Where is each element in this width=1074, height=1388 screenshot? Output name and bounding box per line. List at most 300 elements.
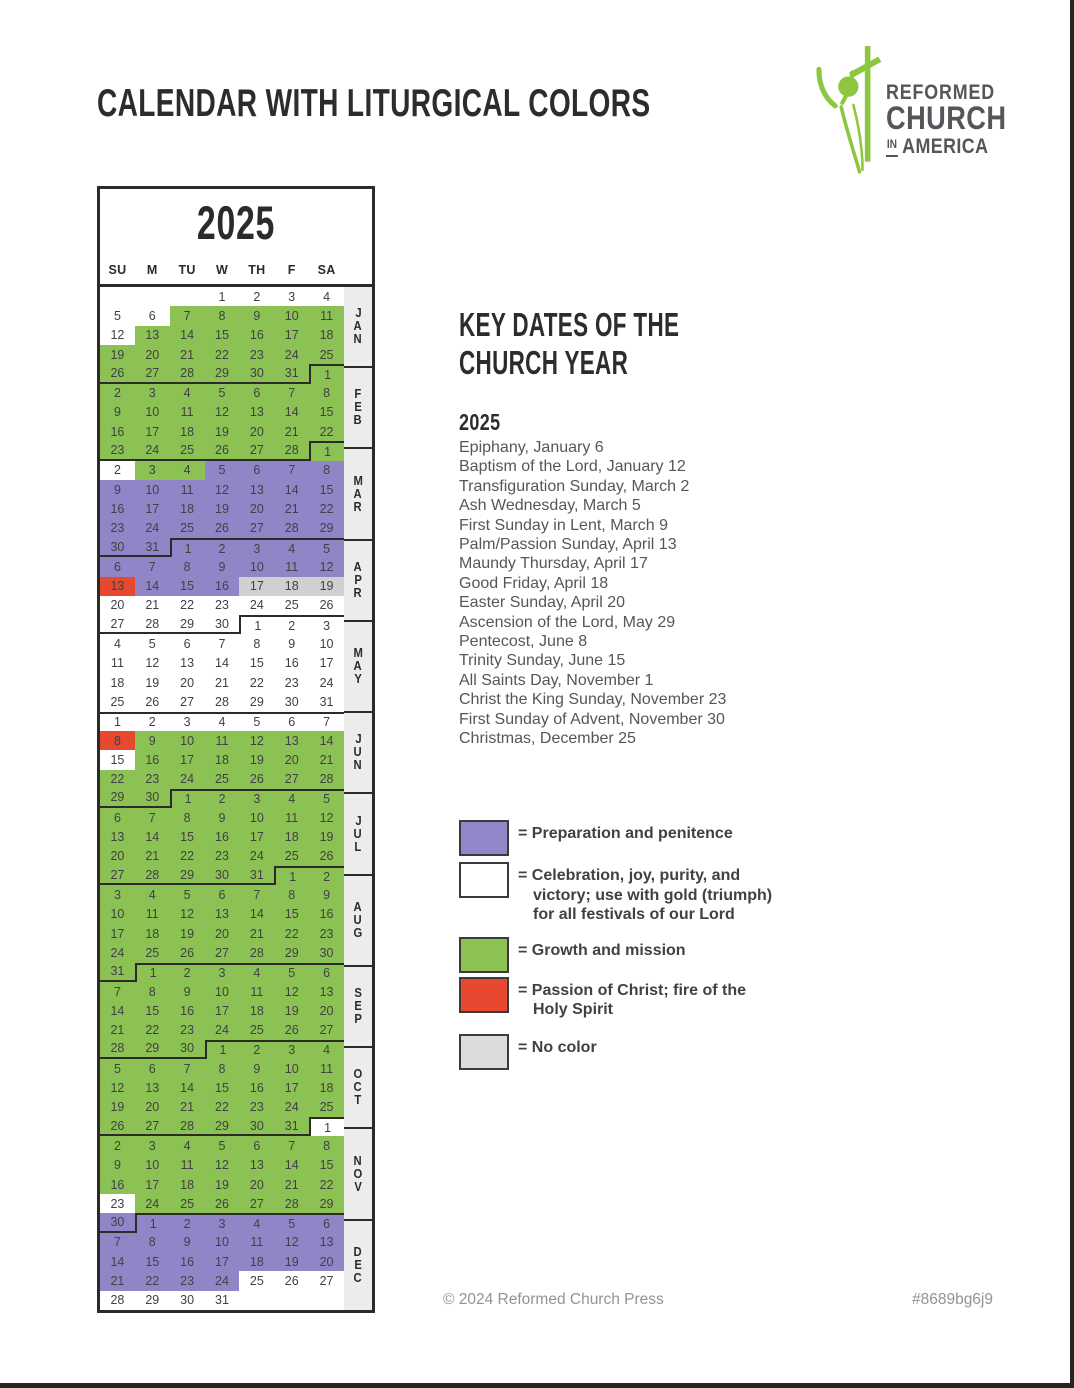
- day-cell: 19: [205, 422, 240, 441]
- day-cell: 31: [205, 1291, 240, 1310]
- rca-logo: [810, 42, 1007, 187]
- day-cell: 10: [135, 480, 170, 499]
- day-cell: 16: [205, 577, 240, 596]
- day-cell: 23: [205, 847, 240, 866]
- day-cell: 21: [309, 750, 344, 769]
- day-cell: 6: [309, 963, 344, 982]
- day-cell: 5: [309, 538, 344, 557]
- day-cell: [274, 1291, 309, 1310]
- key-dates-heading-line1: KEY DATES OF THE: [459, 306, 680, 343]
- day-cell: 26: [135, 692, 170, 711]
- month-label-sep: S E P: [344, 965, 372, 1046]
- day-cell: 9: [205, 557, 240, 576]
- day-cell: 12: [309, 808, 344, 827]
- document-code: #8689bg6j9: [911, 1291, 993, 1308]
- day-cell: 30: [239, 364, 274, 383]
- month-label-feb: F E B: [344, 366, 372, 447]
- day-cell: 1: [205, 1040, 240, 1059]
- logo-word-in-america: IN AMERICA: [886, 135, 989, 158]
- day-cell: 25: [309, 345, 344, 364]
- day-cell: 27: [205, 943, 240, 962]
- day-cell: 16: [170, 1001, 205, 1020]
- day-cell: 17: [239, 827, 274, 846]
- day-cell: 10: [309, 634, 344, 653]
- day-cell: 3: [135, 384, 170, 403]
- day-cell: 9: [100, 480, 135, 499]
- day-cell: 20: [274, 750, 309, 769]
- day-cell: 10: [135, 403, 170, 422]
- day-cell: 2: [309, 866, 344, 885]
- day-cell: 5: [170, 885, 205, 904]
- day-cell: 19: [205, 499, 240, 518]
- day-cell: 4: [170, 461, 205, 480]
- day-cell: 3: [205, 1213, 240, 1232]
- day-cell: 1: [170, 538, 205, 557]
- day-cell: 18: [309, 1078, 344, 1097]
- day-cell: 22: [309, 422, 344, 441]
- legend-swatch-preparation: [459, 820, 509, 856]
- day-cell: 6: [274, 712, 309, 731]
- day-cell: 13: [170, 654, 205, 673]
- day-cell: 2: [170, 963, 205, 982]
- day-cell: 16: [309, 905, 344, 924]
- day-cell: 28: [135, 615, 170, 634]
- key-dates-heading: [459, 306, 679, 382]
- day-cell: 1: [170, 789, 205, 808]
- key-date-item: Maundy Thursday, April 17: [459, 555, 648, 573]
- day-cell: 26: [100, 364, 135, 383]
- day-cell: 18: [274, 827, 309, 846]
- weekday-header: SU: [108, 262, 127, 277]
- key-date-item: Transfiguration Sunday, March 2: [459, 477, 690, 495]
- day-cell: 2: [100, 1136, 135, 1155]
- day-cell: 1: [205, 287, 240, 306]
- day-cell: 12: [100, 326, 135, 345]
- day-cell: 9: [170, 982, 205, 1001]
- day-cell: 5: [100, 1059, 135, 1078]
- day-cell: 16: [100, 499, 135, 518]
- day-cell: 12: [170, 905, 205, 924]
- month-label-mar: M A R: [344, 447, 372, 538]
- day-cell: 24: [274, 345, 309, 364]
- day-cell: 17: [309, 654, 344, 673]
- day-cell: 16: [239, 1078, 274, 1097]
- day-cell: 11: [135, 905, 170, 924]
- day-cell: 9: [239, 1059, 274, 1078]
- day-cell: 28: [100, 1291, 135, 1310]
- day-cell: 26: [309, 847, 344, 866]
- weekday-header-row: [100, 255, 372, 287]
- legend-item-passion: [459, 977, 789, 1020]
- day-cell: 11: [170, 480, 205, 499]
- day-cell: 30: [239, 1117, 274, 1136]
- day-cell: 27: [239, 1194, 274, 1213]
- day-cell: 19: [274, 1252, 309, 1271]
- day-cell: 3: [135, 1136, 170, 1155]
- day-cell: 29: [309, 1194, 344, 1213]
- weekday-header: W: [215, 262, 229, 277]
- rca-logo-text: [886, 82, 1028, 157]
- day-cell: 18: [239, 1001, 274, 1020]
- day-cell: 30: [100, 1213, 135, 1232]
- day-cell: 19: [205, 1175, 240, 1194]
- day-cell: 10: [100, 905, 135, 924]
- key-date-item: Good Friday, April 18: [459, 574, 609, 592]
- day-cell: 8: [309, 461, 344, 480]
- day-cell: 6: [239, 1136, 274, 1155]
- weekday-header: TU: [178, 262, 196, 277]
- day-cell: 29: [205, 1117, 240, 1136]
- day-cell: 4: [135, 885, 170, 904]
- day-cell: 28: [274, 441, 309, 460]
- day-cell: 28: [309, 770, 344, 789]
- key-date-item: Pentecost, June 8: [459, 633, 588, 651]
- day-cell: 14: [170, 1078, 205, 1097]
- day-cell: 6: [135, 306, 170, 325]
- day-cell: 15: [135, 1001, 170, 1020]
- day-cell: 15: [309, 1156, 344, 1175]
- calendar-2025: [97, 186, 375, 1313]
- day-cell: 24: [239, 847, 274, 866]
- day-cell: 4: [274, 538, 309, 557]
- legend-swatch-passion: [459, 977, 509, 1013]
- day-cell: 9: [100, 1156, 135, 1175]
- day-cell: 20: [135, 345, 170, 364]
- day-cell: 16: [274, 654, 309, 673]
- day-cell: 15: [309, 480, 344, 499]
- day-cell: 8: [239, 634, 274, 653]
- day-cell: 27: [239, 441, 274, 460]
- day-cell: 11: [274, 557, 309, 576]
- day-cell: 5: [274, 1213, 309, 1232]
- day-cell: 5: [100, 306, 135, 325]
- legend-item-celebration: [459, 862, 789, 925]
- day-cell: 29: [274, 943, 309, 962]
- day-cell: 9: [170, 1233, 205, 1252]
- day-cell: 13: [135, 1078, 170, 1097]
- key-dates-list: [459, 438, 726, 749]
- day-cell: 11: [100, 654, 135, 673]
- legend-item-preparation: [459, 820, 789, 856]
- weekday-header: TH: [248, 262, 266, 277]
- day-cell: 8: [309, 1136, 344, 1155]
- day-cell: 23: [100, 1194, 135, 1213]
- day-cell: 15: [309, 403, 344, 422]
- day-cell: 27: [309, 1020, 344, 1039]
- day-cell: 5: [205, 1136, 240, 1155]
- day-cell: 7: [100, 1233, 135, 1252]
- day-cell: 18: [100, 673, 135, 692]
- day-cell: 25: [135, 943, 170, 962]
- month-label-apr: A P R: [344, 539, 372, 620]
- day-cell: 30: [205, 866, 240, 885]
- day-cell: 7: [309, 712, 344, 731]
- day-cell: 11: [170, 403, 205, 422]
- day-cell: 25: [100, 692, 135, 711]
- day-cell: 3: [239, 538, 274, 557]
- day-cell: 14: [274, 480, 309, 499]
- day-cell: 8: [135, 982, 170, 1001]
- day-cell: 22: [274, 924, 309, 943]
- day-cell: 29: [205, 364, 240, 383]
- day-cell: 24: [135, 441, 170, 460]
- day-cell: 12: [205, 403, 240, 422]
- day-cell: 5: [205, 461, 240, 480]
- calendar-year: 2025: [196, 195, 276, 249]
- month-label-jun: J U N: [344, 711, 372, 792]
- day-cell: 21: [274, 1175, 309, 1194]
- month-label-aug: A U G: [344, 874, 372, 965]
- day-cell: 5: [239, 712, 274, 731]
- day-cell: 17: [100, 924, 135, 943]
- day-cell: 29: [135, 1291, 170, 1310]
- day-cell: 28: [205, 692, 240, 711]
- legend-label: = No color: [518, 1038, 597, 1056]
- day-cell: 18: [239, 1252, 274, 1271]
- day-cell: 12: [274, 1233, 309, 1252]
- legend-item-growth: [459, 937, 789, 973]
- day-cell: 24: [205, 1271, 240, 1290]
- day-cell: 31: [239, 866, 274, 885]
- day-cell: 21: [205, 673, 240, 692]
- day-cell: 7: [170, 306, 205, 325]
- day-cell: 5: [135, 634, 170, 653]
- day-cell: 29: [135, 1040, 170, 1059]
- day-cell: 26: [309, 596, 344, 615]
- key-date-item: Palm/Passion Sunday, April 13: [459, 536, 677, 554]
- key-dates-year: 2025: [459, 409, 501, 435]
- day-cell: 4: [309, 287, 344, 306]
- key-date-item: Christ the King Sunday, November 23: [459, 691, 727, 709]
- day-cell: 8: [274, 885, 309, 904]
- day-cell: 3: [274, 287, 309, 306]
- day-cell: 2: [135, 712, 170, 731]
- day-cell: 21: [135, 847, 170, 866]
- day-cell: 3: [274, 1040, 309, 1059]
- day-cell: 19: [170, 924, 205, 943]
- day-cell: 8: [205, 306, 240, 325]
- day-cell: 18: [205, 750, 240, 769]
- day-cell: 18: [274, 577, 309, 596]
- day-cell: 12: [205, 1156, 240, 1175]
- day-cell: 19: [274, 1001, 309, 1020]
- day-cell: 18: [309, 326, 344, 345]
- day-cell: 4: [309, 1040, 344, 1059]
- day-cell: 15: [205, 1078, 240, 1097]
- day-cell: 12: [205, 480, 240, 499]
- day-cell: 11: [309, 1059, 344, 1078]
- day-cell: 13: [205, 905, 240, 924]
- legend-swatch-growth: [459, 937, 509, 973]
- day-cell: 16: [100, 1175, 135, 1194]
- day-cell: 30: [170, 1291, 205, 1310]
- day-cell: 28: [100, 1040, 135, 1059]
- day-cell: 17: [274, 1078, 309, 1097]
- day-cell: 3: [100, 885, 135, 904]
- day-cell: 23: [100, 441, 135, 460]
- day-cell: 20: [239, 499, 274, 518]
- day-cell: 28: [274, 519, 309, 538]
- day-cell: 15: [170, 827, 205, 846]
- day-cell: 25: [274, 847, 309, 866]
- day-cell: 21: [100, 1020, 135, 1039]
- day-cell: 26: [205, 441, 240, 460]
- day-cell: 8: [170, 808, 205, 827]
- day-cell: 13: [309, 1233, 344, 1252]
- day-cell: 17: [135, 499, 170, 518]
- day-cell: 13: [239, 403, 274, 422]
- day-cell: 28: [135, 866, 170, 885]
- day-cell: [239, 1291, 274, 1310]
- day-cell: 6: [135, 1059, 170, 1078]
- day-cell: 22: [309, 499, 344, 518]
- day-cell: 28: [170, 364, 205, 383]
- logo-word-reformed: REFORMED: [886, 81, 995, 104]
- day-cell: 15: [100, 750, 135, 769]
- day-cell: 19: [135, 673, 170, 692]
- day-cell: 9: [309, 885, 344, 904]
- day-cell: 7: [100, 982, 135, 1001]
- day-cell: 18: [170, 499, 205, 518]
- day-cell: 20: [239, 422, 274, 441]
- day-cell: 22: [135, 1271, 170, 1290]
- day-cell: 29: [170, 615, 205, 634]
- day-cell: 7: [239, 885, 274, 904]
- key-date-item: Epiphany, January 6: [459, 439, 604, 456]
- day-cell: 13: [135, 326, 170, 345]
- month-label-jan: J A N: [353, 306, 363, 347]
- day-cell: 31: [274, 1117, 309, 1136]
- legend-item-no-color: [459, 1034, 789, 1070]
- day-cell: 27: [170, 692, 205, 711]
- day-cell: 27: [100, 866, 135, 885]
- day-cell: 25: [170, 441, 205, 460]
- day-cell: 19: [309, 577, 344, 596]
- day-cell: 26: [170, 943, 205, 962]
- day-cell: 23: [170, 1020, 205, 1039]
- day-cell: 3: [309, 615, 344, 634]
- day-cell: 30: [205, 615, 240, 634]
- legend-label: = Preparation and penitence: [518, 825, 733, 842]
- month-label-dec: D E C: [344, 1219, 372, 1310]
- key-date-item: Baptism of the Lord, January 12: [459, 458, 686, 476]
- day-cell: 4: [170, 1136, 205, 1155]
- day-cell: 30: [100, 538, 135, 557]
- day-cell: 23: [239, 1098, 274, 1117]
- day-cell: 19: [309, 827, 344, 846]
- day-cell: 26: [100, 1117, 135, 1136]
- day-cell: [135, 287, 170, 306]
- day-cell: 6: [205, 885, 240, 904]
- day-cell: 29: [100, 789, 135, 808]
- day-cell: 5: [274, 963, 309, 982]
- day-cell: 14: [274, 403, 309, 422]
- weekday-header: F: [287, 262, 296, 277]
- weekday-header: M: [146, 262, 158, 277]
- day-cell: 18: [170, 1175, 205, 1194]
- day-cell: 1: [309, 441, 344, 460]
- day-cell: 4: [170, 384, 205, 403]
- day-cell: 1: [100, 712, 135, 731]
- day-cell: 20: [100, 847, 135, 866]
- day-cell: 23: [239, 345, 274, 364]
- day-cell: 5: [309, 789, 344, 808]
- page-edge-right: [1070, 0, 1074, 1388]
- day-cell: 10: [239, 557, 274, 576]
- day-cell: 1: [309, 364, 344, 383]
- day-cell: 20: [205, 924, 240, 943]
- day-cell: 28: [274, 1194, 309, 1213]
- day-cell: 9: [274, 634, 309, 653]
- day-cell: 29: [239, 692, 274, 711]
- day-cell: 10: [205, 982, 240, 1001]
- day-cell: [309, 1291, 344, 1310]
- day-cell: 6: [309, 1213, 344, 1232]
- key-date-item: Easter Sunday, April 20: [459, 594, 626, 612]
- day-cell: 30: [135, 789, 170, 808]
- day-cell: 31: [274, 364, 309, 383]
- day-cell: 6: [170, 634, 205, 653]
- day-cell: 14: [309, 731, 344, 750]
- day-cell: 27: [135, 1117, 170, 1136]
- weekday-header-spacer: [344, 255, 372, 284]
- day-cell: 21: [100, 1271, 135, 1290]
- day-cell: 14: [100, 1001, 135, 1020]
- day-cell: 16: [100, 422, 135, 441]
- day-cell: 14: [274, 1156, 309, 1175]
- day-cell: 26: [274, 1020, 309, 1039]
- day-cell: 9: [100, 403, 135, 422]
- day-cell: 2: [170, 1213, 205, 1232]
- day-cell: 22: [170, 596, 205, 615]
- day-cell: 4: [239, 1213, 274, 1232]
- color-legend: [459, 820, 789, 1070]
- day-cell: 2: [239, 287, 274, 306]
- day-cell: 31: [309, 692, 344, 711]
- copyright-text: © 2024 Reformed Church Press: [443, 1291, 664, 1308]
- day-cell: 7: [274, 1136, 309, 1155]
- day-cell: 11: [239, 982, 274, 1001]
- day-cell: 27: [274, 770, 309, 789]
- day-cell: 25: [309, 1098, 344, 1117]
- day-cell: 10: [135, 1156, 170, 1175]
- day-cell: 24: [100, 943, 135, 962]
- day-cell: 22: [170, 847, 205, 866]
- day-cell: 20: [170, 673, 205, 692]
- key-date-item: First Sunday of Advent, November 30: [459, 710, 725, 728]
- day-cell: 17: [205, 1001, 240, 1020]
- day-cell: 22: [205, 345, 240, 364]
- day-cell: 10: [205, 1233, 240, 1252]
- day-cell: 6: [239, 384, 274, 403]
- day-cell: 8: [100, 731, 135, 750]
- day-cell: 22: [205, 1098, 240, 1117]
- day-cell: 23: [100, 519, 135, 538]
- day-cell: 24: [309, 673, 344, 692]
- day-cell: 12: [100, 1078, 135, 1097]
- day-cell: 8: [205, 1059, 240, 1078]
- day-cell: 19: [100, 345, 135, 364]
- day-cell: 2: [239, 1040, 274, 1059]
- key-date-item: Christmas, December 25: [459, 730, 636, 748]
- day-cell: 31: [135, 538, 170, 557]
- day-cell: 24: [170, 770, 205, 789]
- day-cell: 18: [135, 924, 170, 943]
- day-cell: 20: [135, 1098, 170, 1117]
- day-cell: 21: [274, 422, 309, 441]
- weekday-header: SA: [317, 262, 336, 277]
- month-label-jul: J U L: [344, 792, 372, 873]
